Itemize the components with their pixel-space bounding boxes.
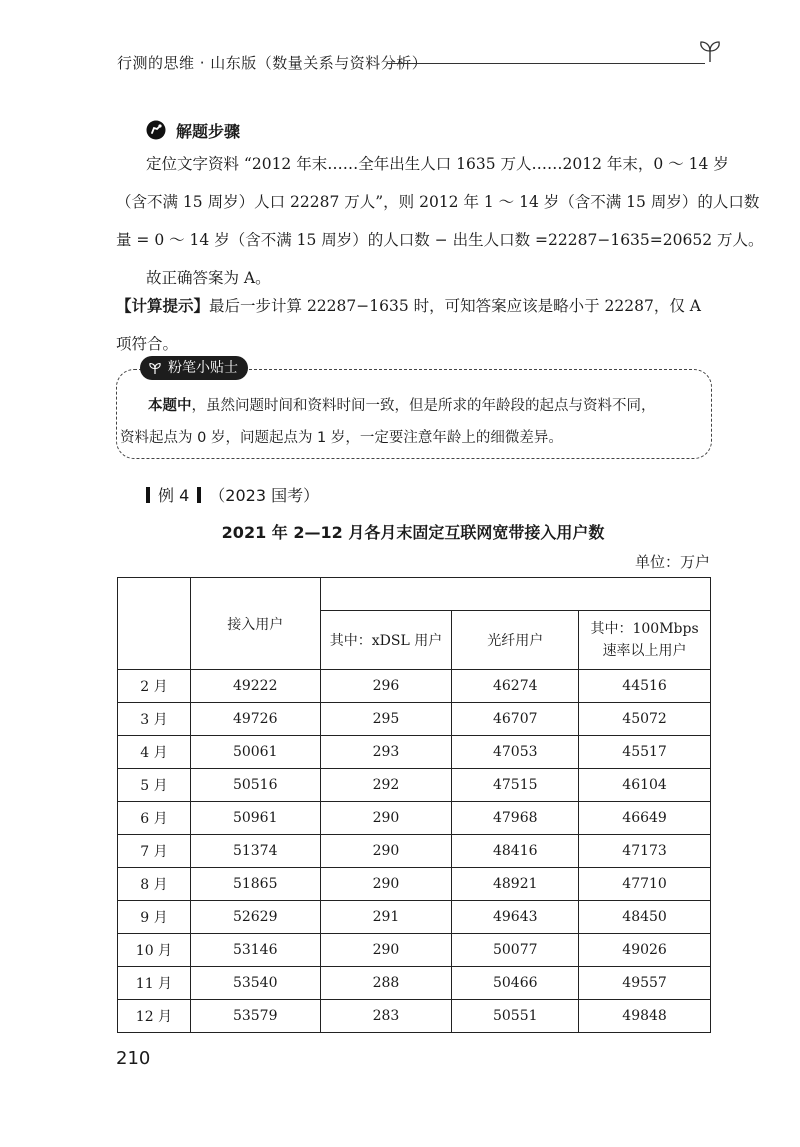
sprout-icon xyxy=(697,38,723,64)
cell-m100: 44516 xyxy=(579,670,711,703)
table-row xyxy=(118,736,711,769)
example-label: 例 4 xyxy=(158,486,190,505)
cell-fiber: 47968 xyxy=(452,802,579,835)
solution-line-1: 定位文字资料 “2012 年末……全年出生人口 1635 万人……2012 年末，0 ～ 14 岁 xyxy=(146,155,729,173)
cell-month: 3 月 xyxy=(118,703,191,736)
table-row xyxy=(118,868,711,901)
cell-fiber: 46274 xyxy=(452,670,579,703)
col-header-100m-line1: 其中：100Mbps xyxy=(590,621,699,637)
cell-access: 50516 xyxy=(190,769,320,802)
bar-marker xyxy=(146,487,150,503)
book-title: 行测的思维 · 山东版（数量关系与资料分析） xyxy=(117,54,428,72)
cell-m100: 49026 xyxy=(579,934,711,967)
header-blank-cell xyxy=(118,578,191,670)
cell-m100: 46104 xyxy=(579,769,711,802)
table-row xyxy=(118,769,711,802)
table-row xyxy=(118,802,711,835)
table-title: 2021 年 2—12 月各月末固定互联网宽带接入用户数 xyxy=(221,523,605,542)
solution-line-2: （含不满 15 周岁）人口 22287 万人”，则 2012 年 1 ～ 14 岁（含不满 15 周岁）的人口数 xyxy=(116,193,760,211)
cell-m100: 47710 xyxy=(579,868,711,901)
table-row xyxy=(118,670,711,703)
cell-xdsl: 293 xyxy=(320,736,452,769)
cell-m100: 48450 xyxy=(579,901,711,934)
answer-line: 故正确答案为 A。 xyxy=(146,269,271,287)
table-row xyxy=(118,934,711,967)
cell-fiber: 46707 xyxy=(452,703,579,736)
cell-access: 50961 xyxy=(190,802,320,835)
hand-pointer-icon xyxy=(146,120,166,140)
table-row xyxy=(118,835,711,868)
tip-line-1: ，虽然问题时间和资料时间一致，但是所求的年龄段的起点与资料不同， xyxy=(191,398,656,414)
tip-line-2: 资料起点为 0 岁，问题起点为 1 岁，一定要注意年龄上的细微差异。 xyxy=(120,430,563,446)
cell-month: 10 月 xyxy=(118,934,191,967)
cell-fiber: 49643 xyxy=(452,901,579,934)
running-header xyxy=(117,52,717,76)
solution-paragraph xyxy=(116,145,764,297)
table-row xyxy=(118,901,711,934)
calc-tip-label: 【计算提示】 xyxy=(116,297,210,315)
tip-text xyxy=(120,390,710,454)
cell-fiber: 48416 xyxy=(452,835,579,868)
tip-bold-text: 本题中 xyxy=(148,398,192,414)
tip-tag-label: 粉笔小贴士 xyxy=(168,360,238,376)
page-number: 210 xyxy=(116,1048,151,1069)
cell-m100: 45517 xyxy=(579,736,711,769)
example-heading xyxy=(146,483,319,506)
cell-month: 5 月 xyxy=(118,769,191,802)
cell-xdsl: 292 xyxy=(320,769,452,802)
col-header-access: 接入用户 xyxy=(190,578,320,670)
cell-fiber: 47053 xyxy=(452,736,579,769)
solution-line-3: 量 = 0 ～ 14 岁（含不满 15 周岁）的人口数 − 出生人口数 =22287−1635=20652 万人。 xyxy=(116,231,764,249)
cell-access: 50061 xyxy=(190,736,320,769)
cell-month: 8 月 xyxy=(118,868,191,901)
sprout-icon xyxy=(148,361,162,375)
cell-access: 53146 xyxy=(190,934,320,967)
cell-access: 49726 xyxy=(190,703,320,736)
header-spacer-cell xyxy=(320,578,710,611)
cell-xdsl: 288 xyxy=(320,967,452,1000)
cell-access: 51865 xyxy=(190,868,320,901)
cell-m100: 46649 xyxy=(579,802,711,835)
cell-month: 4 月 xyxy=(118,736,191,769)
bar-marker xyxy=(197,487,201,503)
table-body xyxy=(118,670,711,1033)
cell-month: 7 月 xyxy=(118,835,191,868)
cell-m100: 45072 xyxy=(579,703,711,736)
header-rule xyxy=(387,63,705,64)
cell-access: 53540 xyxy=(190,967,320,1000)
cell-xdsl: 290 xyxy=(320,868,452,901)
cell-access: 52629 xyxy=(190,901,320,934)
cell-month: 11 月 xyxy=(118,967,191,1000)
cell-access: 53579 xyxy=(190,1000,320,1033)
col-header-fiber: 光纤用户 xyxy=(452,611,579,670)
cell-fiber: 50466 xyxy=(452,967,579,1000)
cell-fiber: 50551 xyxy=(452,1000,579,1033)
cell-fiber: 50077 xyxy=(452,934,579,967)
table-row xyxy=(118,967,711,1000)
cell-month: 12 月 xyxy=(118,1000,191,1033)
col-header-xdsl: 其中：xDSL 用户 xyxy=(320,611,452,670)
cell-xdsl: 290 xyxy=(320,934,452,967)
calc-tip-text: 最后一步计算 22287−1635 时，可知答案应该是略小于 22287，仅 A xyxy=(209,297,701,315)
section-heading xyxy=(146,118,240,142)
cell-xdsl: 295 xyxy=(320,703,452,736)
example-source: （2023 国考） xyxy=(209,486,320,505)
tip-tag xyxy=(140,356,248,380)
calculation-tip xyxy=(116,287,712,363)
cell-m100: 47173 xyxy=(579,835,711,868)
cell-access: 49222 xyxy=(190,670,320,703)
cell-access: 51374 xyxy=(190,835,320,868)
cell-m100: 49557 xyxy=(579,967,711,1000)
table-unit: 单位：万户 xyxy=(634,553,710,571)
cell-fiber: 48921 xyxy=(452,868,579,901)
cell-xdsl: 290 xyxy=(320,802,452,835)
cell-month: 2 月 xyxy=(118,670,191,703)
cell-month: 9 月 xyxy=(118,901,191,934)
col-header-100m-line2: 速率以上用户 xyxy=(602,643,687,659)
table-row xyxy=(118,703,711,736)
data-table xyxy=(117,577,711,1033)
calc-tip-line-2: 项符合。 xyxy=(116,335,179,353)
section-title: 解题步骤 xyxy=(176,121,241,141)
cell-xdsl: 283 xyxy=(320,1000,452,1033)
cell-xdsl: 290 xyxy=(320,835,452,868)
cell-month: 6 月 xyxy=(118,802,191,835)
cell-xdsl: 296 xyxy=(320,670,452,703)
cell-m100: 49848 xyxy=(579,1000,711,1033)
cell-xdsl: 291 xyxy=(320,901,452,934)
cell-fiber: 47515 xyxy=(452,769,579,802)
table-row xyxy=(118,1000,711,1033)
col-header-100m xyxy=(579,611,711,670)
